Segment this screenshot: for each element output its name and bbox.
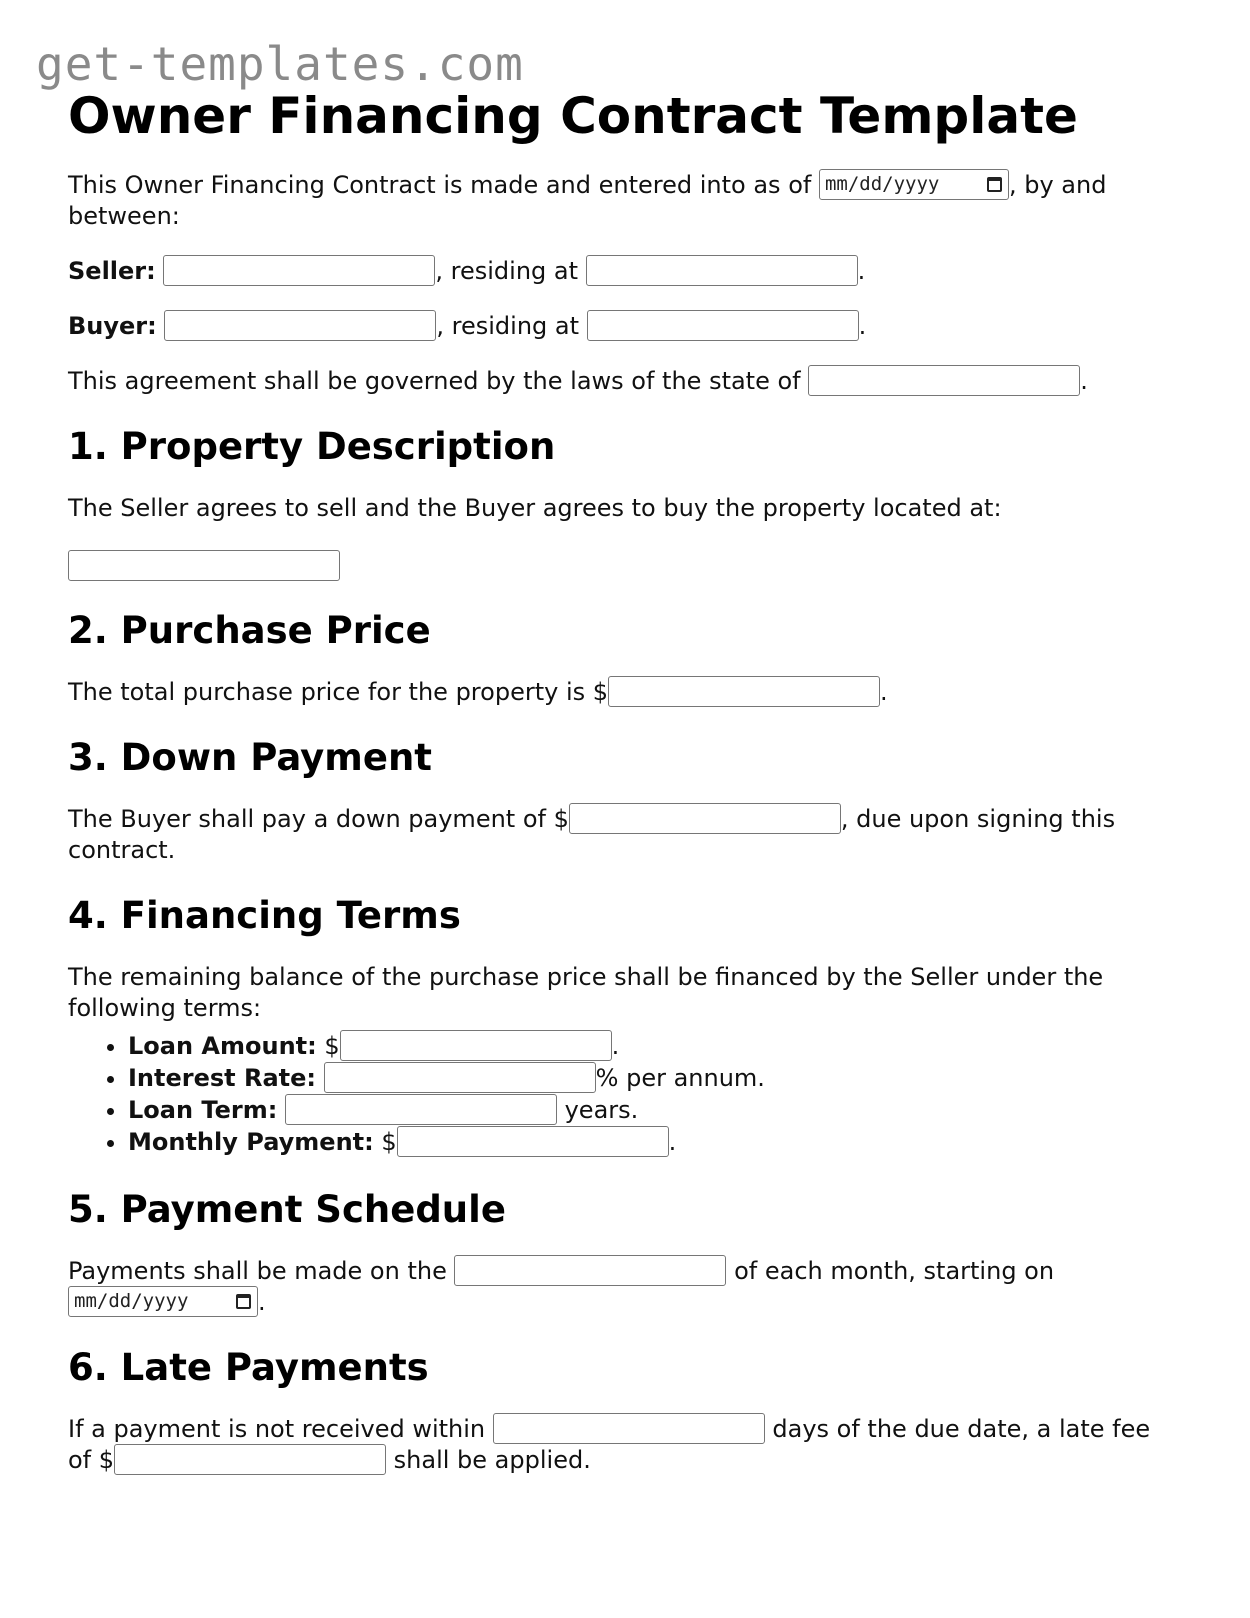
prefix-text: $	[316, 1032, 340, 1060]
schedule-text-middle: of each month, starting on	[726, 1257, 1055, 1285]
late-fee-input[interactable]	[114, 1444, 386, 1475]
line-end: .	[857, 257, 866, 285]
governing-text: This agreement shall be governed by the laws of the state of	[68, 367, 809, 395]
section-heading-price: 2. Purchase Price	[68, 609, 431, 652]
loan-amount-label: Loan Amount:	[128, 1032, 317, 1060]
schedule-line	[68, 1256, 1178, 1318]
property-text: The Seller agrees to sell and the Buyer agrees to buy the property located at:	[68, 494, 1002, 522]
state-input[interactable]	[808, 365, 1080, 396]
list-item	[128, 1030, 1178, 1062]
suffix-text: % per annum.	[595, 1064, 765, 1092]
down-payment-line	[68, 804, 1178, 866]
purchase-price-input[interactable]	[608, 676, 880, 707]
line-end: .	[1080, 367, 1088, 395]
calendar-icon[interactable]	[236, 1294, 251, 1309]
section-heading-financing: 4. Financing Terms	[68, 894, 461, 937]
property-address-input[interactable]	[68, 550, 340, 581]
suffix-text: .	[611, 1032, 620, 1060]
line-end: .	[258, 1288, 266, 1316]
interest-rate-label: Interest Rate:	[128, 1064, 317, 1092]
interest-rate-input[interactable]	[324, 1062, 596, 1093]
down-payment-input[interactable]	[569, 803, 841, 834]
section-heading-down-payment: 3. Down Payment	[68, 736, 432, 779]
suffix-text: .	[668, 1128, 677, 1156]
financing-terms-list	[68, 1030, 1178, 1158]
late-text: If a payment is not received within	[68, 1415, 493, 1443]
prefix-text	[316, 1064, 324, 1092]
start-date-input[interactable]	[68, 1286, 258, 1317]
buyer-address-input[interactable]	[587, 310, 859, 341]
intro-paragraph	[68, 170, 1178, 232]
buyer-label: Buyer:	[68, 312, 157, 340]
late-text-middle: days of the due date, a late fee of $	[68, 1415, 1151, 1474]
intro-text: This Owner Financing Contract is made and entered into as of	[68, 171, 819, 199]
calendar-icon[interactable]	[987, 177, 1002, 192]
schedule-text: Payments shall be made on the	[68, 1257, 455, 1285]
seller-name-input[interactable]	[163, 255, 435, 286]
price-text: The total purchase price for the property is $	[68, 678, 609, 706]
document-body	[68, 84, 1178, 1502]
seller-label: Seller:	[68, 257, 156, 285]
seller-address-input[interactable]	[586, 255, 858, 286]
down-payment-text-end: , due upon signing this contract.	[68, 805, 1116, 864]
loan-term-label: Loan Term:	[128, 1096, 278, 1124]
prefix-text: $	[373, 1128, 397, 1156]
seller-line	[68, 256, 1178, 287]
monthly-payment-label: Monthly Payment:	[128, 1128, 374, 1156]
list-item	[128, 1094, 1178, 1126]
residing-text: , residing at	[435, 257, 586, 285]
loan-amount-input[interactable]	[340, 1030, 612, 1061]
intro-text-end: , by and between:	[68, 171, 1107, 230]
residing-text: , residing at	[436, 312, 587, 340]
late-payment-line	[68, 1414, 1178, 1476]
governing-law-line	[68, 366, 1178, 397]
buyer-name-input[interactable]	[164, 310, 436, 341]
buyer-line	[68, 311, 1178, 342]
list-item	[128, 1126, 1178, 1158]
line-end: .	[858, 312, 867, 340]
section-heading-late-payments: 6. Late Payments	[68, 1346, 429, 1389]
agreement-date-input[interactable]	[819, 169, 1009, 200]
prefix-text	[277, 1096, 285, 1124]
section-heading-property: 1. Property Description	[68, 425, 556, 468]
late-text-end: shall be applied.	[386, 1446, 591, 1474]
payment-day-input[interactable]	[454, 1255, 726, 1286]
list-item	[128, 1062, 1178, 1094]
suffix-text: years.	[556, 1096, 639, 1124]
date-placeholder: mm/dd/yyyy	[74, 1289, 189, 1312]
page-title: Owner Financing Contract Template	[68, 87, 1078, 145]
line-end: .	[880, 678, 888, 706]
section-heading-schedule: 5. Payment Schedule	[68, 1188, 506, 1231]
price-line	[68, 677, 1178, 708]
grace-days-input[interactable]	[493, 1413, 765, 1444]
down-payment-text: The Buyer shall pay a down payment of $	[68, 805, 569, 833]
loan-term-input[interactable]	[285, 1094, 557, 1125]
watermark: get-templates.com	[36, 37, 524, 91]
financing-text: The remaining balance of the purchase price shall be financed by the Seller under the following terms:	[68, 963, 1104, 1022]
monthly-payment-input[interactable]	[397, 1126, 669, 1157]
date-placeholder: mm/dd/yyyy	[824, 172, 940, 195]
